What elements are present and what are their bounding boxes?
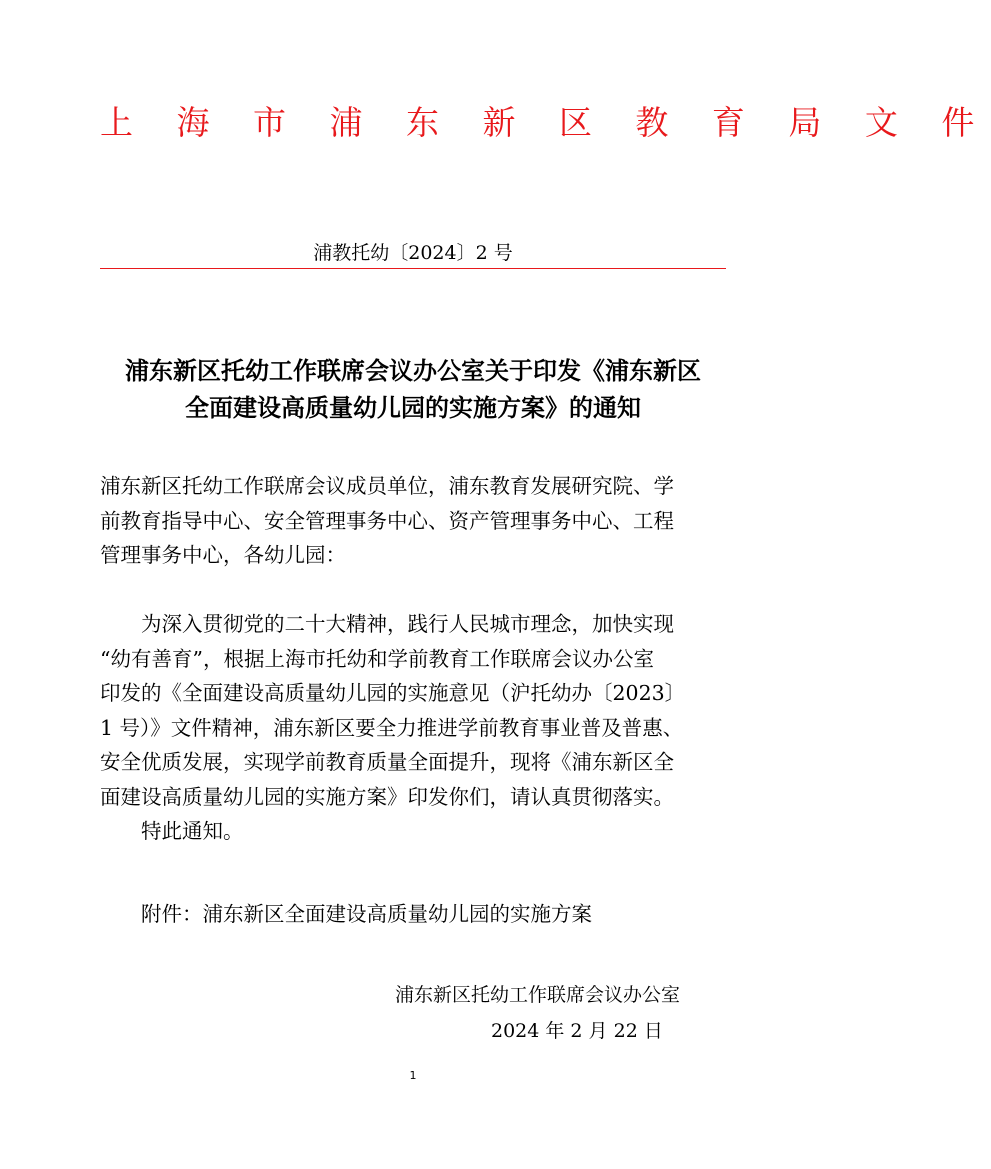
body-line: 为深入贯彻党的二十大精神，践行人民城市理念，加快实现 bbox=[141, 612, 674, 636]
attachment-note: 附件：浦东新区全面建设高质量幼儿园的实施方案 bbox=[141, 902, 592, 926]
notice-title bbox=[100, 353, 726, 427]
addressee-block bbox=[100, 469, 726, 573]
signing-organization: 浦东新区托幼工作联席会议办公室 bbox=[395, 984, 681, 1006]
issuer-title: 上 海 市 浦 东 新 区 教 育 局 文 件 bbox=[100, 103, 991, 142]
body-line: 面建设高质量幼儿园的实施方案》印发你们，请认真贯彻落实。 bbox=[100, 784, 674, 809]
body-line: 安全优质发展，实现学前教育质量全面提升，现将《浦东新区全 bbox=[100, 750, 674, 774]
page-number: 1 bbox=[409, 1069, 417, 1082]
notice-title-line-2: 全面建设高质量幼儿园的实施方案》的通知 bbox=[185, 394, 641, 422]
addressee-line: 前教育指导中心、安全管理事务中心、资产管理事务中心、工程 bbox=[100, 508, 674, 533]
body-line: “幼有善育”，根据上海市托幼和学前教育工作联席会议办公室 bbox=[100, 646, 654, 671]
body-line: 印发的《全面建设高质量幼儿园的实施意见（沪托幼办〔2023〕 bbox=[100, 681, 686, 705]
addressee-line: 管理事务中心，各幼儿园： bbox=[100, 543, 346, 567]
closing-remark: 特此通知。 bbox=[141, 819, 244, 843]
document-number: 浦教托幼〔2024〕2 号 bbox=[313, 242, 513, 264]
body-line: 1 号）》文件精神，浦东新区要全力推进学前教育事业普及普惠、 bbox=[100, 715, 684, 740]
red-divider-line bbox=[100, 268, 726, 269]
notice-title-line-1: 浦东新区托幼工作联席会议办公室关于印发《浦东新区 bbox=[125, 357, 701, 385]
signing-date: 2024 年 2 月 22 日 bbox=[491, 1020, 663, 1042]
addressee-line: 浦东新区托幼工作联席会议成员单位，浦东教育发展研究院、学 bbox=[100, 474, 674, 498]
body-paragraph bbox=[100, 607, 726, 814]
